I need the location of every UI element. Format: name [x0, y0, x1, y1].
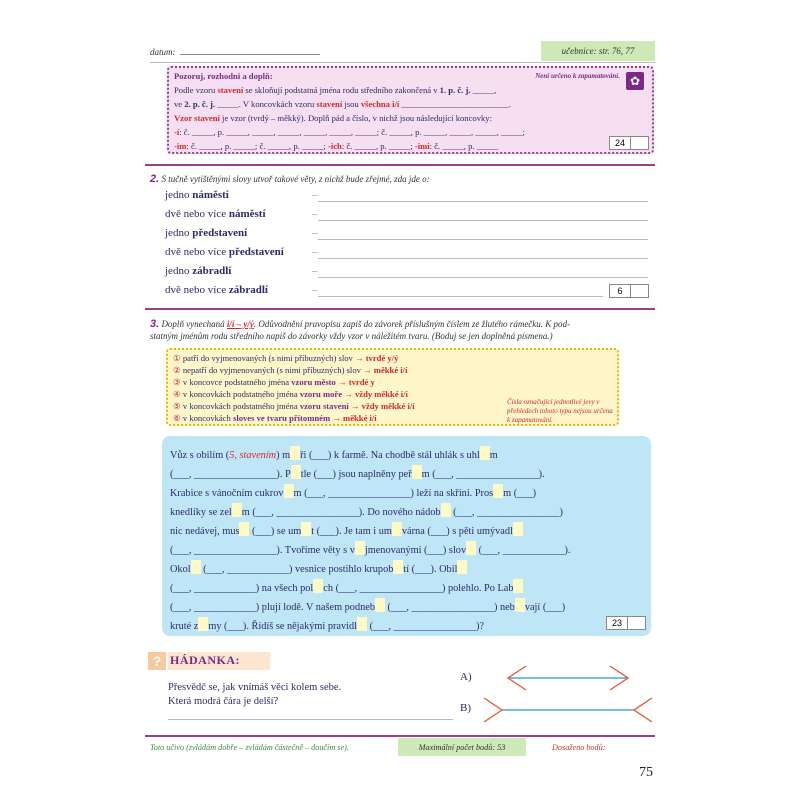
exercise-row-5: nic nedávej, mus (___) se um t (___). Je tam i um várna (___) s pěti umývadl [170, 522, 523, 537]
sentence-answer-line[interactable] [318, 210, 648, 221]
date-label: datum: [150, 47, 176, 57]
rule-item: ③ v koncovce podstatného jména vzoru město → tvrdé y [173, 377, 375, 387]
figure-b [484, 698, 652, 722]
letter-gap[interactable] [191, 560, 201, 574]
riddle-answer-line[interactable] [168, 719, 453, 720]
task2-row: jedno představení [165, 227, 248, 239]
task2-dash: – [312, 265, 318, 277]
letter-gap[interactable] [466, 541, 476, 555]
score-box-2[interactable] [609, 284, 649, 298]
score-value: 23 [607, 617, 628, 629]
exercise-row-2: (___, ________________). P tle (___) jsou naplněny peř m (___, ________________). [170, 465, 545, 480]
rules-note: Čísla označující jednotlivé jevy v přehledech tohoto typu nejsou určena k zapamatování. [507, 398, 613, 424]
date-field [150, 46, 320, 57]
not-for-memorizing-note: Není určeno k zapamatování. [535, 72, 620, 80]
task2-dash: – [312, 208, 318, 220]
letter-gap[interactable] [313, 579, 323, 593]
task2-number: 2. [150, 173, 160, 185]
sentence-answer-line[interactable] [318, 248, 648, 259]
task2-row: jedno zábradlí [165, 265, 232, 277]
box1-line-4: -í: č. _____, p. _____, _____, _____, _____, _____, _____; č. _____, p. _____, _____, _____, _____; [174, 127, 525, 137]
rule-item: ④ v koncovkách podstatného jména vzoru moře → vždy měkké i/í [173, 389, 408, 399]
rule-item: ② nepatří do vyjmenovaných (s nimi příbuzných) slov → měkké i/í [173, 365, 408, 375]
letter-gap[interactable] [513, 522, 523, 536]
letter-gap[interactable] [392, 522, 402, 536]
riddle-line-1: Přesvědč se, jak vnímáš věci kolem sebe. [168, 682, 342, 693]
letter-gap[interactable] [480, 446, 490, 460]
letter-gap[interactable] [198, 617, 208, 631]
box1-line-1: Podle vzoru stavení se skloňují podstatná jména rodu středního zakončená v 1. p. č. j. _____, [174, 85, 497, 95]
date-input-line[interactable] [180, 46, 320, 55]
letter-gap[interactable] [301, 522, 311, 536]
score-value: 6 [610, 285, 631, 297]
score-box-3[interactable] [606, 616, 646, 630]
task2-dash: – [312, 246, 318, 258]
exercise-row-4: knedlíky se zel m (___, ________________). Do nového nádob (___, ________________) [170, 503, 563, 518]
letter-gap[interactable] [357, 617, 367, 631]
task2-row: dvě nebo více náměstí [165, 208, 266, 220]
sentence-answer-line[interactable] [318, 286, 603, 297]
letter-gap[interactable] [441, 503, 451, 517]
exercise-row-8: (___, ____________) na všech pol ch (___, ________________) polehlo. Po Lab [170, 579, 523, 594]
footer-divider [145, 735, 655, 737]
observe-title-line [174, 71, 273, 81]
figure-a [508, 666, 628, 690]
question-icon: ? [148, 652, 166, 670]
sentence-answer-line[interactable] [318, 267, 648, 278]
header-divider [150, 62, 655, 63]
rule-item: ① patří do vyjmenovaných (s nimi příbuzných) slov → tvrdé y/ý [173, 353, 399, 363]
letter-gap[interactable] [291, 465, 301, 479]
observe-title: Pozoruj, rozhodni a doplň: [174, 71, 273, 81]
task2-dash: – [312, 189, 318, 201]
letter-gap[interactable] [393, 560, 403, 574]
box1-line-2: ve 2. p. č. j. _____. V koncovkách vzoru stavení jsou všechna i/í _________________________. [174, 99, 511, 109]
rules-box [166, 348, 619, 426]
riddle-title: HÁDANKA: [170, 653, 240, 667]
letter-gap[interactable] [284, 484, 294, 498]
section-divider [145, 308, 655, 310]
section-divider [145, 164, 655, 166]
option-b-label: B) [460, 702, 471, 714]
letter-gap[interactable] [493, 484, 503, 498]
letter-gap[interactable] [239, 522, 249, 536]
exercise-row-7: Okol (___, ____________) vesnice postihlo krupob tí (___). Obil [170, 560, 467, 575]
task2-dash: – [312, 284, 318, 296]
box1-line-3: Vzor stavení je vzor (tvrdý – měkký). Doplň pád a číslo, v nichž jsou následující koncovky: [174, 113, 492, 123]
exercise-row-9: (___, ____________) plují lodě. V našem podneb (___, ________________) neb vají (___) [170, 598, 565, 613]
page-number: 75 [639, 765, 653, 780]
max-points: Maximální počet bodů: 53 [398, 738, 526, 756]
score-box-1[interactable] [609, 136, 649, 150]
score-value: 24 [610, 137, 631, 149]
exercise-box [162, 436, 651, 636]
riddle-line-2: Která modrá čára je delší? [168, 696, 279, 707]
muller-lyer-illusion [480, 664, 660, 724]
flower-icon: ✿ [626, 72, 644, 90]
letter-gap[interactable] [232, 503, 242, 517]
exercise-row-3: Krabice s vánočním cukrov m (___, ________________) leží na skříni. Pros m (___) [170, 484, 536, 499]
sentence-answer-line[interactable] [318, 191, 648, 202]
task2-row: dvě nebo více zábradlí [165, 284, 268, 296]
self-evaluation[interactable]: Toto učivo (zvládám dobře – zvládám částečně – doučím se). [150, 743, 349, 752]
observe-box [167, 66, 654, 154]
box1-line-5: -im: č. _____, p. _____; č. _____, p. _____; -ich: č. _____, p. _____; -imi: č. _____, p. _____ [174, 141, 499, 151]
letter-gap[interactable] [513, 579, 523, 593]
textbook-reference: učebnice: str. 76, 77 [541, 41, 655, 61]
letter-gap[interactable] [412, 465, 422, 479]
task3-instruction: 3. Doplň vynechaná i/í – y/ý. Odůvodnění pravopisu zapiš do závorek příslušným číslem ze žlutého rámečku. K pod- statným jménům rodu středního napiš do závorky vždy vzor v náležitém tvaru. (Boduj se jen doplněná písmena.) [150, 318, 571, 341]
rule-item: ⑥ v koncovkách sloves ve tvaru přítomném → měkké i/í [173, 413, 377, 423]
arrow-b-right [634, 698, 652, 722]
exercise-row-10: kruté z my (___). Řídíš se nějakými pravidl (___, ________________)? [170, 617, 484, 632]
letter-gap[interactable] [375, 598, 385, 612]
task2-row: jedno náměstí [165, 189, 229, 201]
task3-number: 3. [150, 318, 160, 330]
achieved-points: Dosaženo bodů: [552, 743, 606, 752]
task2-instruction: 2. S tučně vytištěnými slovy utvoř takové věty, z nichž bude zřejmé, zda jde o: [150, 173, 430, 185]
riddle-text [168, 681, 341, 709]
arrow-b-left [484, 698, 502, 722]
rule-item: ⑤ v koncovkách podstatného jména vzoru stavení → vždy měkké i/í [173, 401, 415, 411]
letter-gap[interactable] [515, 598, 525, 612]
letter-gap[interactable] [457, 560, 467, 574]
exercise-row-6: (___, ________________). Tvoříme věty s v jmenovanými (___) slov (___, ____________). [170, 541, 571, 556]
option-a-label: A) [460, 671, 472, 683]
letter-gap[interactable] [290, 446, 300, 460]
exercise-row-1: Vůz s obilím (5, stavením) m ři (___) k farmě. Na chodbě stál uhlák s uhl m [170, 446, 498, 461]
task2-dash: – [312, 227, 318, 239]
sentence-answer-line[interactable] [318, 229, 648, 240]
letter-gap[interactable] [355, 541, 365, 555]
task2-row: dvě nebo více představení [165, 246, 284, 258]
